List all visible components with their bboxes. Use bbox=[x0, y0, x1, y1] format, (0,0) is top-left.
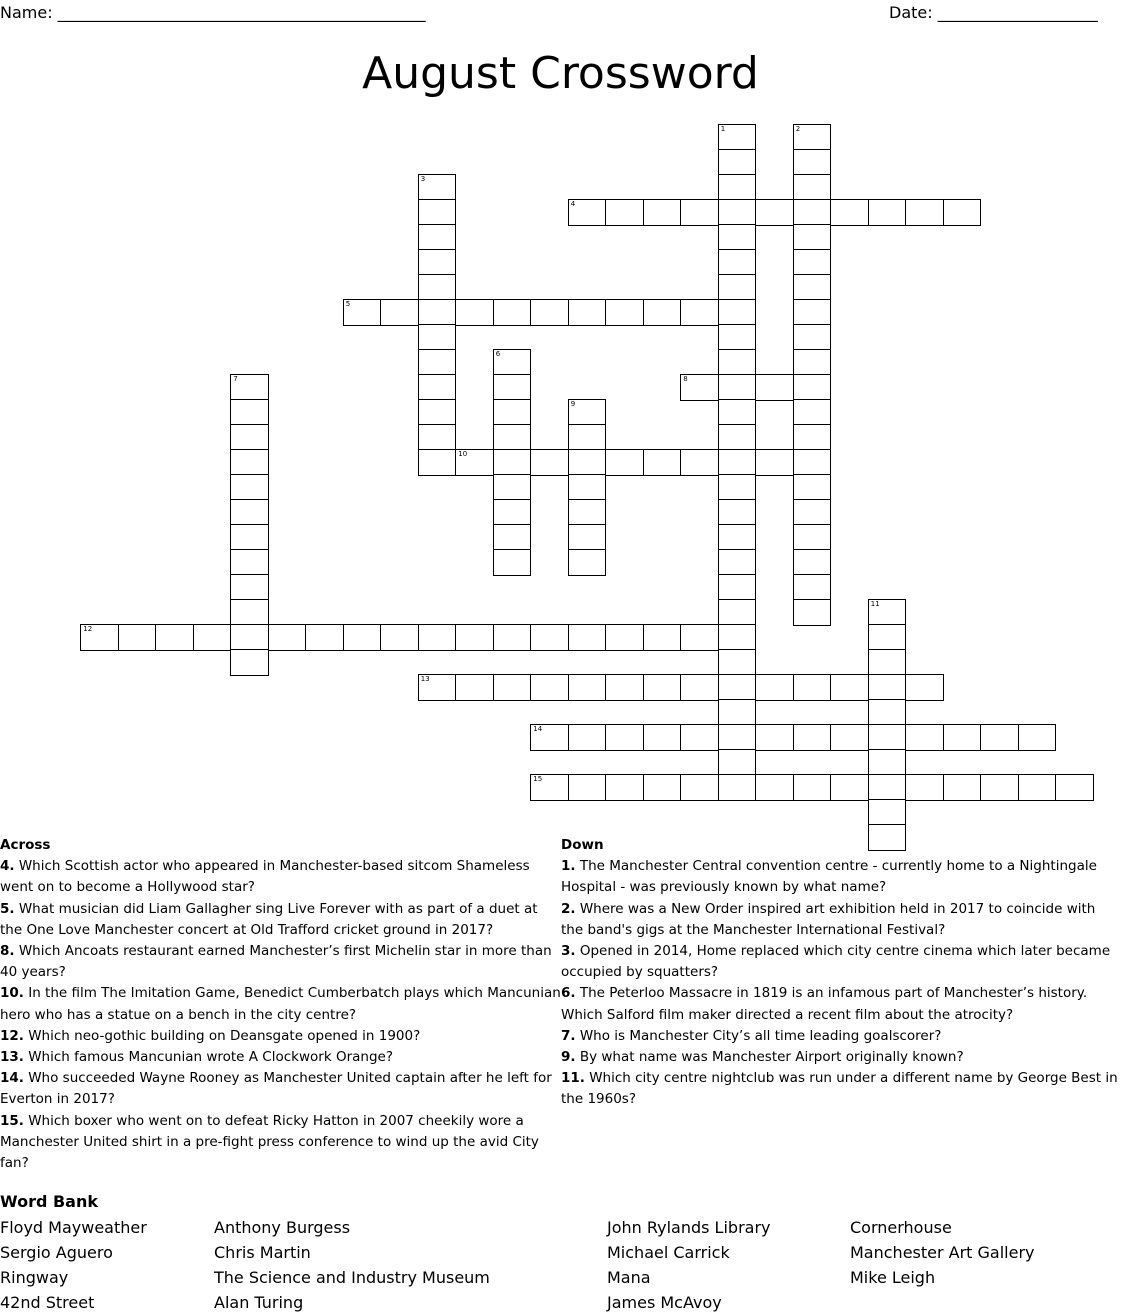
grid-cell[interactable] bbox=[118, 624, 157, 651]
grid-cell[interactable] bbox=[305, 624, 344, 651]
across-clue-list bbox=[0, 856, 562, 1174]
grid-cell[interactable] bbox=[643, 299, 682, 326]
clue-item-number: 2. bbox=[561, 900, 576, 917]
grid-cell[interactable] bbox=[793, 599, 832, 626]
grid-cell[interactable] bbox=[830, 774, 869, 801]
across-clues bbox=[0, 835, 562, 1174]
grid-cell[interactable] bbox=[905, 774, 944, 801]
grid-cell[interactable] bbox=[1055, 774, 1094, 801]
grid-cell[interactable] bbox=[568, 424, 607, 451]
word-bank-item: Anthony Burgess bbox=[214, 1218, 351, 1237]
grid-cell[interactable] bbox=[718, 249, 757, 276]
clue-item-text: Who succeeded Wayne Rooney as Manchester United captain after he left for Everton in 2017? bbox=[0, 1070, 552, 1108]
grid-cell[interactable] bbox=[418, 274, 457, 301]
word-bank-column-3 bbox=[607, 1215, 771, 1315]
grid-cell[interactable] bbox=[718, 174, 757, 201]
grid-cell[interactable] bbox=[643, 624, 682, 651]
word-bank-item: Chris Martin bbox=[214, 1243, 311, 1262]
grid-cell[interactable] bbox=[530, 724, 569, 751]
word-bank-item: 42nd Street bbox=[0, 1293, 95, 1312]
grid-cell[interactable] bbox=[793, 499, 832, 526]
grid-cell[interactable] bbox=[718, 724, 757, 751]
grid-cell[interactable] bbox=[230, 624, 269, 651]
grid-cell[interactable] bbox=[905, 674, 944, 701]
clue-item-text: Which city centre nightclub was run under a different name by George Best in the 1960s? bbox=[561, 1070, 1118, 1108]
clue-item bbox=[0, 899, 562, 941]
grid-cell[interactable] bbox=[418, 249, 457, 276]
grid-cell[interactable] bbox=[80, 624, 119, 651]
word-bank-title: Word Bank bbox=[0, 1192, 99, 1211]
clue-item-number: 7. bbox=[561, 1027, 576, 1044]
clue-item-number: 10. bbox=[0, 985, 24, 1002]
grid-cell[interactable] bbox=[868, 799, 907, 826]
grid-cell[interactable] bbox=[530, 449, 569, 476]
word-bank-item: Cornerhouse bbox=[850, 1218, 952, 1237]
clue-item-number: 8. bbox=[0, 943, 15, 960]
clue-item bbox=[561, 983, 1121, 1025]
grid-cell[interactable] bbox=[718, 674, 757, 701]
grid-cell[interactable] bbox=[718, 224, 757, 251]
clue-item-text: Which Ancoats restaurant earned Manchester’s first Michelin star in more than 40 years? bbox=[0, 943, 552, 981]
grid-cell[interactable] bbox=[605, 449, 644, 476]
clue-item bbox=[561, 1047, 1121, 1068]
clue-item bbox=[0, 941, 562, 983]
word-bank-item: Sergio Aguero bbox=[0, 1243, 113, 1262]
grid-cell[interactable] bbox=[343, 624, 382, 651]
word-bank-item: James McAvoy bbox=[607, 1293, 722, 1312]
date-field[interactable]: Date: ____________________ bbox=[889, 3, 1098, 22]
grid-cell[interactable] bbox=[755, 774, 794, 801]
grid-cell[interactable] bbox=[343, 299, 382, 326]
grid-cell[interactable] bbox=[493, 524, 532, 551]
grid-cell[interactable] bbox=[868, 774, 907, 801]
grid-cell[interactable] bbox=[1018, 724, 1057, 751]
grid-cell[interactable] bbox=[718, 324, 757, 351]
grid-cell[interactable] bbox=[605, 199, 644, 226]
grid-cell[interactable] bbox=[418, 624, 457, 651]
clue-item-number: 4. bbox=[0, 858, 15, 875]
grid-cell[interactable] bbox=[455, 624, 494, 651]
grid-cell[interactable] bbox=[868, 624, 907, 651]
grid-cell[interactable] bbox=[755, 199, 794, 226]
grid-cell[interactable] bbox=[230, 424, 269, 451]
grid-cell[interactable] bbox=[793, 199, 832, 226]
grid-cell[interactable] bbox=[793, 224, 832, 251]
grid-cell[interactable] bbox=[793, 724, 832, 751]
grid-cell[interactable] bbox=[793, 349, 832, 376]
grid-cell[interactable] bbox=[230, 524, 269, 551]
grid-cell[interactable] bbox=[718, 449, 757, 476]
grid-cell[interactable] bbox=[530, 674, 569, 701]
clue-item-text: What musician did Liam Gallagher sing Live Forever with as part of a duet at the One Love Manchester concert at Old Trafford cricket ground in 2017? bbox=[0, 900, 538, 938]
clue-number: 2 bbox=[795, 125, 801, 134]
grid-cell[interactable] bbox=[605, 674, 644, 701]
clue-number: 5 bbox=[345, 300, 351, 309]
grid-cell[interactable] bbox=[380, 624, 419, 651]
grid-cell[interactable] bbox=[680, 299, 719, 326]
grid-cell[interactable] bbox=[718, 574, 757, 601]
grid-cell[interactable] bbox=[643, 199, 682, 226]
grid-cell[interactable] bbox=[755, 724, 794, 751]
clue-item-number: 5. bbox=[0, 900, 15, 917]
clue-item-number: 15. bbox=[0, 1112, 24, 1129]
grid-cell[interactable] bbox=[718, 274, 757, 301]
clue-item-text: Which Scottish actor who appeared in Manchester-based sitcom Shameless went on to become a Hollywood star? bbox=[0, 858, 530, 896]
clue-number: 6 bbox=[495, 350, 501, 359]
grid-cell[interactable] bbox=[830, 674, 869, 701]
clue-item-number: 11. bbox=[561, 1070, 585, 1087]
grid-cell[interactable] bbox=[418, 174, 457, 201]
grid-cell[interactable] bbox=[718, 599, 757, 626]
grid-cell[interactable] bbox=[530, 774, 569, 801]
grid-cell[interactable] bbox=[905, 199, 944, 226]
grid-cell[interactable] bbox=[755, 449, 794, 476]
grid-cell[interactable] bbox=[830, 724, 869, 751]
grid-cell[interactable] bbox=[418, 224, 457, 251]
grid-cell[interactable] bbox=[868, 674, 907, 701]
grid-cell[interactable] bbox=[568, 774, 607, 801]
grid-cell[interactable] bbox=[718, 124, 757, 151]
word-bank-item: Michael Carrick bbox=[607, 1243, 730, 1262]
grid-cell[interactable] bbox=[418, 199, 457, 226]
grid-cell[interactable] bbox=[905, 724, 944, 751]
grid-cell[interactable] bbox=[568, 624, 607, 651]
clue-item bbox=[561, 1026, 1121, 1047]
grid-cell[interactable] bbox=[718, 349, 757, 376]
grid-cell[interactable] bbox=[793, 474, 832, 501]
grid-cell[interactable] bbox=[755, 374, 794, 401]
grid-cell[interactable] bbox=[605, 299, 644, 326]
grid-cell[interactable] bbox=[230, 374, 269, 401]
grid-cell[interactable] bbox=[943, 724, 982, 751]
grid-cell[interactable] bbox=[680, 724, 719, 751]
grid-cell[interactable] bbox=[418, 449, 457, 476]
grid-cell[interactable] bbox=[718, 199, 757, 226]
grid-cell[interactable] bbox=[418, 324, 457, 351]
grid-cell[interactable] bbox=[718, 624, 757, 651]
clue-item bbox=[561, 856, 1121, 898]
grid-cell[interactable] bbox=[605, 774, 644, 801]
grid-cell[interactable] bbox=[793, 274, 832, 301]
clue-item bbox=[0, 1068, 562, 1110]
grid-cell[interactable] bbox=[418, 674, 457, 701]
clue-item-number: 9. bbox=[561, 1049, 576, 1066]
grid-cell[interactable] bbox=[868, 649, 907, 676]
grid-cell[interactable] bbox=[455, 674, 494, 701]
grid-cell[interactable] bbox=[1018, 774, 1057, 801]
clue-item-text: The Manchester Central convention centre - currently home to a Nightingale Hospital - was previously known by what name? bbox=[561, 858, 1097, 896]
grid-cell[interactable] bbox=[793, 249, 832, 276]
grid-cell[interactable] bbox=[493, 374, 532, 401]
grid-cell[interactable] bbox=[493, 674, 532, 701]
clue-number: 1 bbox=[720, 125, 726, 134]
grid-cell[interactable] bbox=[718, 474, 757, 501]
grid-cell[interactable] bbox=[230, 399, 269, 426]
grid-cell[interactable] bbox=[718, 649, 757, 676]
grid-cell[interactable] bbox=[718, 499, 757, 526]
clue-number: 12 bbox=[83, 625, 93, 634]
grid-cell[interactable] bbox=[680, 199, 719, 226]
word-bank-item: The Science and Industry Museum bbox=[214, 1268, 490, 1287]
grid-cell[interactable] bbox=[718, 424, 757, 451]
grid-cell[interactable] bbox=[793, 324, 832, 351]
grid-cell[interactable] bbox=[568, 524, 607, 551]
grid-cell[interactable] bbox=[418, 349, 457, 376]
grid-cell[interactable] bbox=[793, 449, 832, 476]
grid-cell[interactable] bbox=[455, 299, 494, 326]
clue-item-text: Which famous Mancunian wrote A Clockwork Orange? bbox=[23, 1049, 393, 1066]
grid-cell[interactable] bbox=[793, 524, 832, 551]
grid-cell[interactable] bbox=[718, 374, 757, 401]
grid-cell[interactable] bbox=[680, 449, 719, 476]
grid-cell[interactable] bbox=[493, 449, 532, 476]
clue-number: 11 bbox=[870, 600, 880, 609]
grid-cell[interactable] bbox=[868, 699, 907, 726]
clue-item-number: 13. bbox=[0, 1049, 24, 1066]
grid-cell[interactable] bbox=[793, 399, 832, 426]
grid-cell[interactable] bbox=[380, 299, 419, 326]
grid-cell[interactable] bbox=[268, 624, 307, 651]
word-bank-item: Floyd Mayweather bbox=[0, 1218, 147, 1237]
word-bank-item: Alan Turing bbox=[214, 1293, 304, 1312]
grid-cell[interactable] bbox=[980, 774, 1019, 801]
grid-cell[interactable] bbox=[605, 724, 644, 751]
across-heading: Across bbox=[0, 837, 51, 853]
grid-cell[interactable] bbox=[868, 199, 907, 226]
grid-cell[interactable] bbox=[568, 724, 607, 751]
grid-cell[interactable] bbox=[568, 399, 607, 426]
grid-cell[interactable] bbox=[718, 399, 757, 426]
grid-cell[interactable] bbox=[230, 649, 269, 676]
clue-item-text: By what name was Manchester Airport originally known? bbox=[575, 1049, 964, 1066]
clue-number: 4 bbox=[570, 200, 576, 209]
word-bank-item: Ringway bbox=[0, 1268, 69, 1287]
grid-cell[interactable] bbox=[793, 774, 832, 801]
clue-item-text: Who is Manchester City’s all time leading goalscorer? bbox=[575, 1027, 942, 1044]
down-clues bbox=[561, 835, 1121, 1111]
grid-cell[interactable] bbox=[530, 299, 569, 326]
clue-item-text: Which boxer who went on to defeat Ricky Hatton in 2007 cheekily wore a Manchester United shirt in a pre-fight press conference to wind up the avid City fan? bbox=[0, 1112, 539, 1172]
page-title: August Crossword bbox=[362, 48, 759, 99]
clue-item-number: 1. bbox=[561, 858, 576, 875]
grid-cell[interactable] bbox=[718, 299, 757, 326]
grid-cell[interactable] bbox=[568, 549, 607, 576]
grid-cell[interactable] bbox=[793, 174, 832, 201]
grid-cell[interactable] bbox=[793, 574, 832, 601]
grid-cell[interactable] bbox=[793, 124, 832, 151]
grid-cell[interactable] bbox=[568, 449, 607, 476]
grid-cell[interactable] bbox=[793, 674, 832, 701]
clue-item bbox=[0, 1111, 562, 1175]
grid-cell[interactable] bbox=[718, 699, 757, 726]
grid-cell[interactable] bbox=[418, 374, 457, 401]
grid-cell[interactable] bbox=[643, 674, 682, 701]
grid-cell[interactable] bbox=[643, 774, 682, 801]
clue-item-text: In the film The Imitation Game, Benedict Cumberbatch plays which Mancunian hero who has a statue on a bench in the city centre? bbox=[0, 985, 561, 1023]
grid-cell[interactable] bbox=[155, 624, 194, 651]
grid-cell[interactable] bbox=[493, 349, 532, 376]
word-bank-column-2 bbox=[214, 1215, 490, 1315]
grid-cell[interactable] bbox=[230, 474, 269, 501]
grid-cell[interactable] bbox=[680, 774, 719, 801]
down-heading: Down bbox=[561, 837, 604, 853]
grid-cell[interactable] bbox=[943, 774, 982, 801]
grid-cell[interactable] bbox=[868, 724, 907, 751]
down-clue-list bbox=[561, 856, 1121, 1110]
grid-cell[interactable] bbox=[230, 549, 269, 576]
grid-cell[interactable] bbox=[455, 449, 494, 476]
grid-cell[interactable] bbox=[568, 674, 607, 701]
grid-cell[interactable] bbox=[418, 399, 457, 426]
grid-cell[interactable] bbox=[718, 149, 757, 176]
clue-item-text: Where was a New Order inspired art exhibition held in 2017 to coincide with the band's gigs at the Manchester International Festival? bbox=[561, 900, 1096, 938]
word-bank-item: Manchester Art Gallery bbox=[850, 1243, 1035, 1262]
grid-cell[interactable] bbox=[793, 424, 832, 451]
clue-item bbox=[0, 983, 562, 1025]
grid-cell[interactable] bbox=[943, 199, 982, 226]
grid-cell[interactable] bbox=[493, 424, 532, 451]
grid-cell[interactable] bbox=[793, 549, 832, 576]
grid-cell[interactable] bbox=[980, 724, 1019, 751]
grid-cell[interactable] bbox=[493, 624, 532, 651]
clue-item-number: 12. bbox=[0, 1027, 24, 1044]
word-bank-item: John Rylands Library bbox=[607, 1218, 771, 1237]
grid-cell[interactable] bbox=[605, 624, 644, 651]
grid-cell[interactable] bbox=[568, 299, 607, 326]
grid-cell[interactable] bbox=[230, 574, 269, 601]
grid-cell[interactable] bbox=[418, 424, 457, 451]
clue-item bbox=[0, 1026, 562, 1047]
clue-number: 13 bbox=[420, 675, 430, 684]
grid-cell[interactable] bbox=[643, 449, 682, 476]
grid-cell[interactable] bbox=[230, 599, 269, 626]
clue-number: 3 bbox=[420, 175, 426, 184]
grid-cell[interactable] bbox=[568, 474, 607, 501]
grid-cell[interactable] bbox=[493, 549, 532, 576]
clue-item-number: 3. bbox=[561, 943, 576, 960]
word-bank-column-1 bbox=[0, 1215, 147, 1315]
grid-cell[interactable] bbox=[493, 399, 532, 426]
clue-item-number: 14. bbox=[0, 1070, 24, 1087]
clue-item bbox=[561, 899, 1121, 941]
grid-cell[interactable] bbox=[493, 299, 532, 326]
grid-cell[interactable] bbox=[718, 749, 757, 776]
grid-cell[interactable] bbox=[680, 674, 719, 701]
grid-cell[interactable] bbox=[793, 374, 832, 401]
grid-cell[interactable] bbox=[680, 624, 719, 651]
clue-item-text: Opened in 2014, Home replaced which city centre cinema which later became occupied by squatters? bbox=[561, 943, 1111, 981]
grid-cell[interactable] bbox=[868, 749, 907, 776]
grid-cell[interactable] bbox=[418, 299, 457, 326]
grid-cell[interactable] bbox=[568, 499, 607, 526]
clue-item bbox=[0, 1047, 562, 1068]
grid-cell[interactable] bbox=[493, 474, 532, 501]
word-bank-item: Mana bbox=[607, 1268, 651, 1287]
clue-number: 9 bbox=[570, 400, 576, 409]
clue-number: 7 bbox=[233, 375, 238, 384]
grid-cell[interactable] bbox=[793, 299, 832, 326]
clue-item bbox=[561, 1068, 1121, 1110]
word-bank-column-4 bbox=[850, 1215, 1035, 1290]
clue-number: 10 bbox=[458, 450, 468, 459]
clue-number: 8 bbox=[683, 375, 688, 384]
grid-cell[interactable] bbox=[643, 724, 682, 751]
grid-cell[interactable] bbox=[718, 774, 757, 801]
grid-cell[interactable] bbox=[793, 149, 832, 176]
name-field[interactable]: Name: ______________________________________________ bbox=[0, 3, 426, 22]
grid-cell[interactable] bbox=[230, 499, 269, 526]
grid-cell[interactable] bbox=[868, 599, 907, 626]
grid-cell[interactable] bbox=[755, 674, 794, 701]
grid-cell[interactable] bbox=[193, 624, 232, 651]
grid-cell[interactable] bbox=[718, 524, 757, 551]
grid-cell[interactable] bbox=[493, 499, 532, 526]
clue-item bbox=[561, 941, 1121, 983]
clue-item bbox=[0, 856, 562, 898]
grid-cell[interactable] bbox=[680, 374, 719, 401]
clue-item-text: The Peterloo Massacre in 1819 is an infamous part of Manchester’s history. Which Salford film maker directed a recent film about the atrocity? bbox=[561, 985, 1088, 1023]
grid-cell[interactable] bbox=[830, 199, 869, 226]
grid-cell[interactable] bbox=[230, 449, 269, 476]
clue-item-number: 6. bbox=[561, 985, 576, 1002]
clue-number: 14 bbox=[533, 725, 543, 734]
clue-number: 15 bbox=[533, 775, 543, 784]
grid-cell[interactable] bbox=[530, 624, 569, 651]
clue-item-text: Which neo-gothic building on Deansgate opened in 1900? bbox=[23, 1027, 421, 1044]
word-bank-item: Mike Leigh bbox=[850, 1268, 936, 1287]
grid-cell[interactable] bbox=[568, 199, 607, 226]
grid-cell[interactable] bbox=[718, 549, 757, 576]
